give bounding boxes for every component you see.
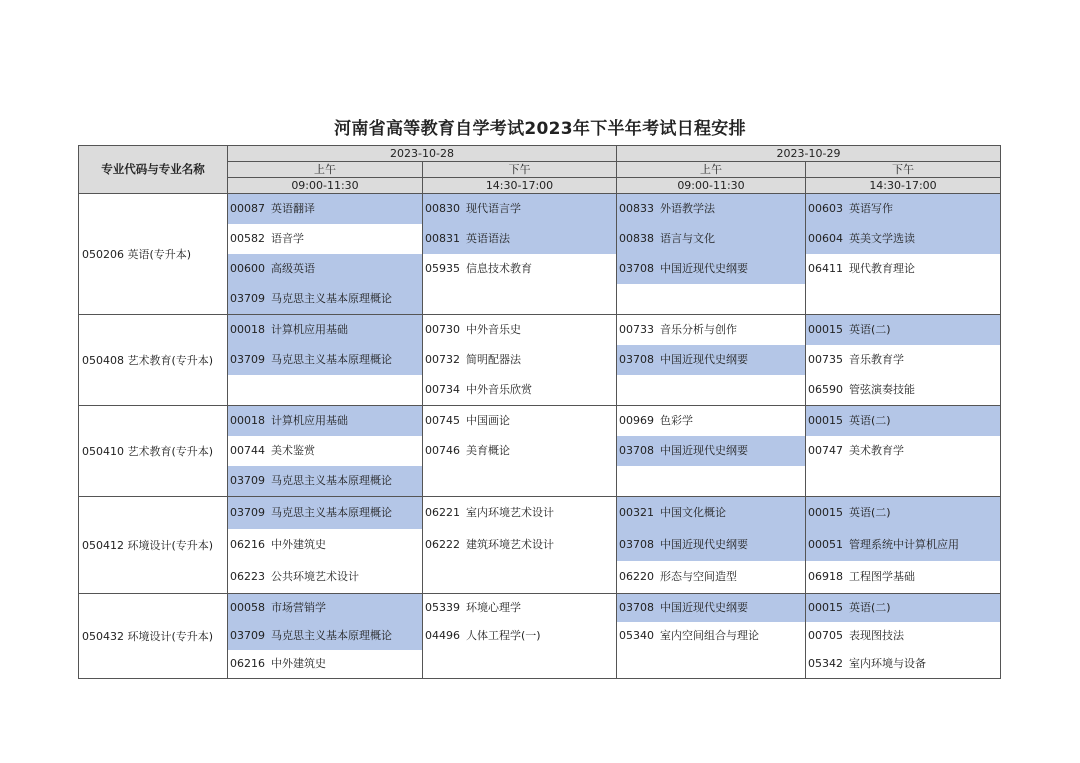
course-entry: [228, 406, 422, 436]
course-code: 00015: [808, 601, 843, 614]
course-name: 色彩学: [660, 414, 693, 427]
course-entry: [228, 194, 422, 224]
course-code: 06220: [619, 570, 654, 583]
course-entry: [228, 315, 422, 345]
course-entry: [617, 561, 805, 593]
course-name: 形态与空间造型: [660, 570, 737, 583]
course-entry: [806, 497, 1000, 529]
course-name: 现代教育理论: [849, 262, 915, 275]
course-name: 中国画论: [466, 414, 510, 427]
major-column-header: 专业代码与专业名称: [79, 146, 228, 194]
course-name: 环境心理学: [466, 601, 521, 614]
course-code: 00603: [808, 202, 843, 215]
course-code: 03708: [619, 444, 654, 457]
course-entry: [806, 622, 1000, 650]
course-code: 00015: [808, 414, 843, 427]
session-cell: [423, 406, 617, 497]
period-header: 下午: [423, 162, 617, 178]
course-name: 简明配器法: [466, 353, 521, 366]
course-entry: [423, 345, 616, 375]
course-entry: [423, 224, 616, 254]
course-code: 06221: [425, 506, 460, 519]
session-cell: [617, 497, 806, 594]
course-entry: [617, 497, 805, 529]
course-entry: [228, 224, 422, 254]
course-code: 06216: [230, 657, 265, 670]
course-name: 中国近现代史纲要: [660, 601, 748, 614]
course-entry: [228, 284, 422, 314]
course-code: 03708: [619, 262, 654, 275]
course-name: 马克思主义基本原理概论: [271, 506, 392, 519]
course-entry: [617, 622, 805, 650]
course-entry: [806, 345, 1000, 375]
course-name: 人体工程学(一): [466, 629, 541, 642]
session-cell: [228, 315, 423, 406]
period-header: 下午: [806, 162, 1001, 178]
course-entry: [228, 254, 422, 284]
major-row: [79, 594, 1001, 679]
course-entry: [423, 315, 616, 345]
session-cell: [617, 315, 806, 406]
course-entry: [228, 529, 422, 561]
course-name: 中外音乐欣赏: [466, 383, 532, 396]
course-entry: [806, 406, 1000, 436]
session-cell: [423, 194, 617, 315]
course-name: 马克思主义基本原理概论: [271, 292, 392, 305]
course-entry: [423, 254, 616, 284]
course-name: 英语(二): [849, 601, 891, 614]
course-entry: [806, 561, 1000, 593]
course-name: 高级英语: [271, 262, 315, 275]
course-entry: [228, 345, 422, 375]
course-entry: [423, 594, 616, 622]
course-code: 00582: [230, 232, 265, 245]
course-code: 00015: [808, 323, 843, 336]
course-code: 00734: [425, 383, 460, 396]
course-entry: [423, 622, 616, 650]
major-name-cell: 050408 艺术教育(专升本): [79, 315, 228, 406]
course-entry: [806, 254, 1000, 284]
course-entry: [617, 529, 805, 561]
course-code: 03709: [230, 292, 265, 305]
course-name: 美术鉴赏: [271, 444, 315, 457]
course-entry: [228, 436, 422, 466]
course-name: 外语教学法: [660, 202, 715, 215]
session-cell: [806, 497, 1001, 594]
time-header: 14:30-17:00: [423, 178, 617, 194]
course-name: 中国近现代史纲要: [660, 262, 748, 275]
major-name-cell: 050432 环境设计(专升本): [79, 594, 228, 679]
course-code: 00600: [230, 262, 265, 275]
course-code: 06223: [230, 570, 265, 583]
date-header: 2023-10-28: [228, 146, 617, 162]
course-code: 00015: [808, 506, 843, 519]
course-name: 英语语法: [466, 232, 510, 245]
course-code: 00705: [808, 629, 843, 642]
course-name: 室内环境艺术设计: [466, 506, 554, 519]
course-code: 00744: [230, 444, 265, 457]
course-entry: [423, 529, 616, 561]
course-code: 00838: [619, 232, 654, 245]
course-name: 室内环境与设备: [849, 657, 926, 670]
course-name: 美术教育学: [849, 444, 904, 457]
course-entry: [806, 594, 1000, 622]
course-entry: [228, 497, 422, 529]
course-entry: [423, 375, 616, 405]
session-cell: [806, 194, 1001, 315]
course-code: 04496: [425, 629, 460, 642]
course-entry: [423, 497, 616, 529]
course-name: 英语(二): [849, 414, 891, 427]
major-row: [79, 406, 1001, 497]
course-name: 语音学: [271, 232, 304, 245]
course-name: 表现图技法: [849, 629, 904, 642]
course-name: 计算机应用基础: [271, 414, 348, 427]
course-code: 00018: [230, 414, 265, 427]
course-code: 06222: [425, 538, 460, 551]
course-code: 00969: [619, 414, 654, 427]
course-name: 英语翻译: [271, 202, 315, 215]
course-code: 00747: [808, 444, 843, 457]
course-name: 中外建筑史: [271, 538, 326, 551]
session-cell: [423, 315, 617, 406]
time-header: 14:30-17:00: [806, 178, 1001, 194]
course-entry: [228, 466, 422, 496]
course-code: 00058: [230, 601, 265, 614]
period-header: 上午: [617, 162, 806, 178]
course-code: 06411: [808, 262, 843, 275]
course-name: 市场营销学: [271, 601, 326, 614]
time-header: 09:00-11:30: [228, 178, 423, 194]
course-code: 00735: [808, 353, 843, 366]
course-code: 03709: [230, 506, 265, 519]
course-name: 英语(二): [849, 506, 891, 519]
schedule-body: [79, 194, 1001, 679]
course-entry: [806, 529, 1000, 561]
course-code: 00833: [619, 202, 654, 215]
schedule-header: [79, 146, 1001, 194]
course-code: 00830: [425, 202, 460, 215]
course-code: 00746: [425, 444, 460, 457]
course-code: 03709: [230, 629, 265, 642]
exam-schedule-table: [78, 145, 1001, 679]
course-entry: [806, 194, 1000, 224]
course-entry: [423, 406, 616, 436]
course-code: 06918: [808, 570, 843, 583]
course-name: 音乐分析与创作: [660, 323, 737, 336]
session-cell: [617, 594, 806, 679]
course-code: 03708: [619, 353, 654, 366]
course-name: 中外建筑史: [271, 657, 326, 670]
course-name: 计算机应用基础: [271, 323, 348, 336]
course-name: 室内空间组合与理论: [660, 629, 759, 642]
course-name: 建筑环境艺术设计: [466, 538, 554, 551]
course-code: 06216: [230, 538, 265, 551]
course-name: 英美文学选读: [849, 232, 915, 245]
course-name: 语言与文化: [660, 232, 715, 245]
course-entry: [423, 194, 616, 224]
course-entry: [228, 594, 422, 622]
course-name: 管弦演奏技能: [849, 383, 915, 396]
course-entry: [423, 436, 616, 466]
major-row: [79, 194, 1001, 315]
major-row: [79, 497, 1001, 594]
session-cell: [228, 194, 423, 315]
course-entry: [228, 650, 422, 678]
session-cell: [617, 194, 806, 315]
course-entry: [228, 622, 422, 650]
course-entry: [617, 194, 805, 224]
course-code: 00745: [425, 414, 460, 427]
course-code: 00604: [808, 232, 843, 245]
course-name: 管理系统中计算机应用: [849, 538, 959, 551]
course-name: 中国文化概论: [660, 506, 726, 519]
session-cell: [806, 406, 1001, 497]
course-code: 00730: [425, 323, 460, 336]
course-entry: [617, 436, 805, 466]
course-entry: [806, 436, 1000, 466]
course-name: 中国近现代史纲要: [660, 538, 748, 551]
course-code: 00732: [425, 353, 460, 366]
course-code: 00051: [808, 538, 843, 551]
course-code: 05340: [619, 629, 654, 642]
course-name: 马克思主义基本原理概论: [271, 353, 392, 366]
course-name: 马克思主义基本原理概论: [271, 629, 392, 642]
session-cell: [806, 315, 1001, 406]
period-header: 上午: [228, 162, 423, 178]
course-name: 马克思主义基本原理概论: [271, 474, 392, 487]
course-code: 00831: [425, 232, 460, 245]
session-cell: [228, 406, 423, 497]
course-code: 00733: [619, 323, 654, 336]
course-name: 英语(二): [849, 323, 891, 336]
course-name: 美育概论: [466, 444, 510, 457]
course-code: 00018: [230, 323, 265, 336]
course-entry: [228, 561, 422, 593]
course-entry: [806, 650, 1000, 678]
course-name: 中外音乐史: [466, 323, 521, 336]
major-name-cell: 050206 英语(专升本): [79, 194, 228, 315]
major-name-cell: 050410 艺术教育(专升本): [79, 406, 228, 497]
course-code: 03709: [230, 353, 265, 366]
course-name: 英语写作: [849, 202, 893, 215]
course-entry: [806, 375, 1000, 405]
session-cell: [228, 594, 423, 679]
major-row: [79, 315, 1001, 406]
session-cell: [228, 497, 423, 594]
course-name: 中国近现代史纲要: [660, 444, 748, 457]
course-name: 工程图学基础: [849, 570, 915, 583]
course-code: 05935: [425, 262, 460, 275]
course-entry: [617, 345, 805, 375]
session-cell: [423, 497, 617, 594]
page-title: 河南省高等教育自学考试2023年下半年考试日程安排: [334, 119, 746, 139]
course-code: 03709: [230, 474, 265, 487]
course-entry: [617, 315, 805, 345]
course-entry: [617, 254, 805, 284]
major-name-cell: 050412 环境设计(专升本): [79, 497, 228, 594]
course-code: 06590: [808, 383, 843, 396]
course-name: 信息技术教育: [466, 262, 532, 275]
course-code: 03708: [619, 601, 654, 614]
course-code: 00321: [619, 506, 654, 519]
session-cell: [617, 406, 806, 497]
course-name: 音乐教育学: [849, 353, 904, 366]
course-entry: [617, 594, 805, 622]
course-code: 05342: [808, 657, 843, 670]
course-entry: [617, 224, 805, 254]
course-name: 中国近现代史纲要: [660, 353, 748, 366]
date-header: 2023-10-29: [617, 146, 1001, 162]
course-code: 05339: [425, 601, 460, 614]
course-entry: [806, 224, 1000, 254]
course-name: 公共环境艺术设计: [271, 570, 359, 583]
session-cell: [806, 594, 1001, 679]
course-entry: [806, 315, 1000, 345]
time-header: 09:00-11:30: [617, 178, 806, 194]
course-entry: [617, 406, 805, 436]
course-name: 现代语言学: [466, 202, 521, 215]
session-cell: [423, 594, 617, 679]
course-code: 00087: [230, 202, 265, 215]
course-code: 03708: [619, 538, 654, 551]
